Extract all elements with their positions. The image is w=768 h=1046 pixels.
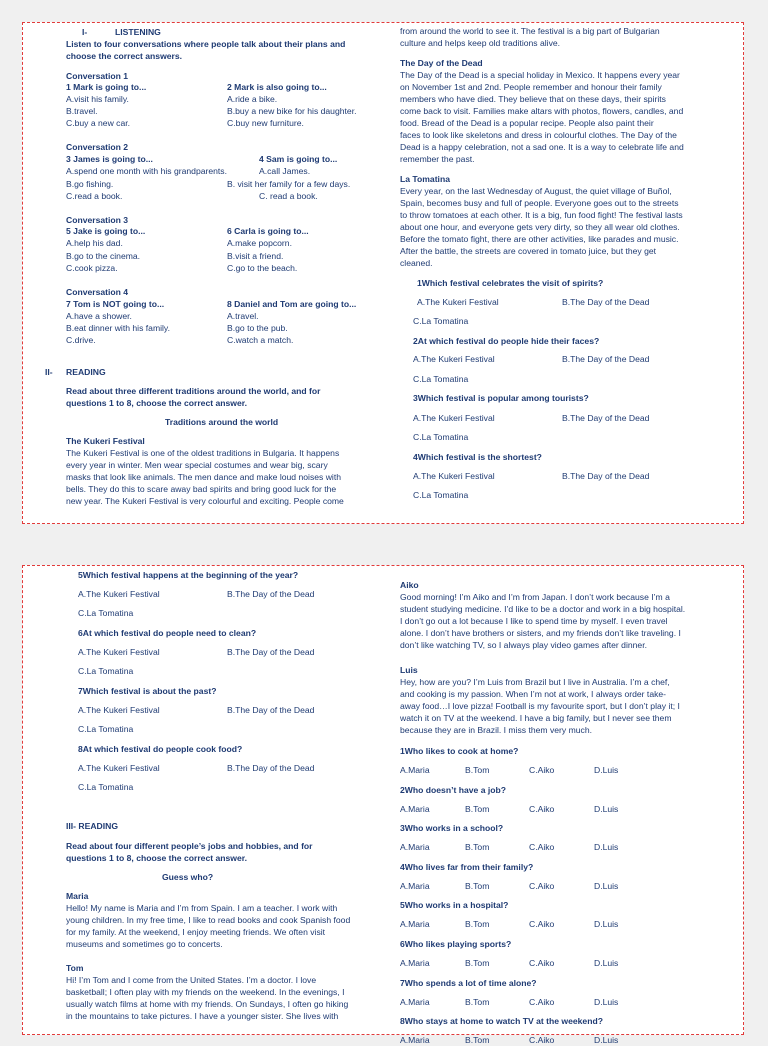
text-title: Traditions around the world: [165, 417, 279, 427]
paragraph-line: After the battle, the streets are covered in tomato juice, but they get: [400, 246, 657, 256]
paragraph-title: The Day of the Dead: [400, 58, 483, 68]
answer-option[interactable]: C.La Tomatina: [413, 490, 469, 500]
paragraph-line: basketball; I often play with my friends on the weekend. In the evenings, I: [66, 987, 345, 997]
answer-option[interactable]: A.The Kukeri Festival: [417, 297, 499, 307]
paragraph-line: Good morning! I’m Aiko and I’m from Japan. I don’t work because I’m a: [400, 592, 670, 602]
answer-option[interactable]: D.Luis: [594, 803, 619, 814]
answer-option[interactable]: A.make popcorn.: [227, 238, 292, 248]
instructions: Read about four different people’s jobs and hobbies, and for: [66, 841, 313, 851]
answer-option[interactable]: C.La Tomatina: [413, 374, 469, 384]
answer-option[interactable]: C.buy a new car.: [66, 118, 131, 128]
question: 4Which festival is the shortest?: [413, 452, 542, 462]
paragraph-line: away food…I love pizza! Football is my favourite sport, but I don’t play it; I: [400, 701, 680, 711]
paragraph-title: The Kukeri Festival: [66, 436, 145, 446]
answer-option[interactable]: C.read a book.: [66, 191, 123, 201]
paragraph-line: Hi! I’m Tom and I come from the United States. I’m a doctor. I love: [66, 975, 317, 985]
paragraph-line: Before the tomato fight, there are other activities, like parades and music.: [400, 234, 679, 244]
answer-option[interactable]: C.La Tomatina: [78, 782, 134, 792]
answer-option[interactable]: B.travel.: [66, 106, 98, 116]
answer-option[interactable]: B.The Day of the Dead: [227, 705, 315, 715]
section-number: I-: [82, 27, 88, 37]
answer-option[interactable]: A.help his dad.: [66, 238, 123, 248]
question: 1Who likes to cook at home?: [400, 746, 519, 756]
answer-option[interactable]: A.The Kukeri Festival: [413, 354, 495, 364]
paragraph-line: come back to visit. Families make altars with photos, flowers, candles, and: [400, 106, 684, 116]
answer-option[interactable]: B.The Day of the Dead: [227, 589, 315, 599]
answer-option[interactable]: A.Maria: [400, 765, 430, 775]
answer-option[interactable]: D.Luis: [594, 880, 619, 891]
answer-option[interactable]: A.spend one month with his grandparents.: [66, 166, 227, 176]
answer-option[interactable]: B.Tom: [465, 842, 490, 853]
answer-option[interactable]: C.watch a match.: [227, 335, 294, 345]
paragraph-line: Spain, becomes busy and full of people. Everyone goes out to the streets: [400, 198, 679, 208]
paragraph-line: usually watch films at home with my friends. On Sundays, I often go hiking: [66, 999, 349, 1009]
instructions: questions 1 to 8, choose the correct answer.: [66, 853, 248, 863]
answer-option[interactable]: B.visit a friend.: [227, 251, 284, 261]
paragraph-line: on November 1st and 2nd. People remember and honour their family: [400, 82, 662, 92]
paragraph-line: Hello! My name is Maria and I’m from Spain. I am a teacher. I work with: [66, 903, 338, 913]
answer-option[interactable]: C.cook pizza.: [66, 263, 118, 273]
paragraph-line: Every year, on the last Wednesday of August, the quiet village of Buñol,: [400, 186, 672, 196]
conversation-title: Conversation 3: [66, 215, 129, 225]
answer-option[interactable]: C.Aiko: [529, 880, 555, 891]
answer-option[interactable]: B.Tom: [465, 803, 490, 814]
answer-option[interactable]: C.La Tomatina: [413, 316, 469, 326]
answer-option[interactable]: C.go to the beach.: [227, 263, 298, 273]
answer-option[interactable]: B.The Day of the Dead: [562, 413, 650, 423]
paragraph-line: Dead is a happy celebration, not a sad one. It is a way to celebrate life and: [400, 142, 684, 152]
question: 8Who stays at home to watch TV at the weekend?: [400, 1016, 603, 1027]
answer-option[interactable]: B.The Day of the Dead: [562, 297, 650, 307]
paragraph-line: culture and helps keep old traditions alive.: [400, 38, 561, 48]
person-name: Luis: [400, 665, 418, 675]
paragraph-line: to throw tomatoes at each other. It is a big, fun food fight! The festival lasts: [400, 210, 683, 220]
answer-option[interactable]: A.have a shower.: [66, 311, 132, 321]
worksheet-page-1: [22, 22, 744, 524]
answer-option[interactable]: B. visit her family for a few days.: [227, 179, 351, 189]
answer-option[interactable]: B.Tom: [465, 765, 490, 775]
paragraph-line: cleaned.: [400, 258, 433, 268]
conversation-title: Conversation 4: [66, 287, 129, 297]
answer-option[interactable]: A.visit his family.: [66, 94, 129, 104]
paragraph-line: faces to look like skeletons and dress in colourful clothes. The Day of the: [400, 130, 677, 140]
question: 3Which festival is popular among tourists?: [413, 393, 589, 403]
answer-option[interactable]: A.Maria: [400, 803, 430, 814]
answer-option[interactable]: C.Aiko: [529, 919, 555, 930]
person-name: Tom: [66, 963, 84, 973]
answer-option[interactable]: B.go to the pub.: [227, 323, 288, 333]
answer-option[interactable]: A.Maria: [400, 996, 430, 1007]
question: 8 Daniel and Tom are going to...: [227, 299, 357, 309]
answer-option[interactable]: C.Aiko: [529, 803, 555, 814]
answer-option[interactable]: B.The Day of the Dead: [227, 647, 315, 657]
answer-option[interactable]: A.Maria: [400, 958, 430, 968]
question: 4 Sam is going to...: [259, 154, 338, 164]
conversation-title: Conversation 1: [66, 71, 129, 81]
paragraph-line: museums and sometimes go to concerts.: [66, 939, 223, 949]
answer-option[interactable]: A.The Kukeri Festival: [78, 763, 160, 773]
paragraph-line: every year in winter. Men wear special costumes and wear big, scary: [66, 460, 328, 470]
answer-option[interactable]: C.Aiko: [529, 842, 555, 853]
answer-option[interactable]: B.Tom: [465, 919, 490, 930]
conversation-title: Conversation 2: [66, 142, 129, 152]
question: 8At which festival do people cook food?: [78, 744, 243, 754]
answer-option[interactable]: D.Luis: [594, 842, 619, 853]
instructions: choose the correct answers.: [66, 51, 183, 61]
answer-option[interactable]: A.ride a bike.: [227, 94, 278, 104]
question: 1Which festival celebrates the visit of spirits?: [417, 278, 604, 288]
answer-option[interactable]: C.La Tomatina: [78, 724, 134, 734]
instructions: Listen to four conversations where people talk about their plans and: [66, 39, 346, 49]
question: 4Who lives far from their family?: [400, 861, 534, 872]
answer-option[interactable]: A.The Kukeri Festival: [413, 471, 495, 481]
answer-option[interactable]: C.La Tomatina: [413, 432, 469, 442]
paragraph-line: for my family. At the weekend, I enjoy meeting friends. We often visit: [66, 927, 326, 937]
question: 1 Mark is going to...: [66, 82, 147, 92]
answer-option[interactable]: C.drive.: [66, 335, 96, 345]
answer-option[interactable]: A.The Kukeri Festival: [413, 413, 495, 423]
paragraph-line: and cooking is my passion. When I’m not at work, I always order take-: [400, 689, 667, 699]
paragraph-line: because they are in Brazil. I miss them very much.: [400, 725, 592, 735]
question: 5Who works in a hospital?: [400, 900, 509, 911]
answer-option[interactable]: B.The Day of the Dead: [562, 471, 650, 481]
paragraph-line: bells. They do this to scare away bad spirits and bring good luck for the: [66, 484, 337, 494]
answer-option[interactable]: B.buy a new bike for his daughter.: [227, 106, 357, 116]
answer-option[interactable]: C.Aiko: [529, 996, 555, 1007]
answer-option[interactable]: D.Luis: [594, 765, 619, 775]
answer-option[interactable]: B.go to the cinema.: [66, 251, 141, 261]
paragraph-line: don’t like watching TV, so I always play video games after dinner.: [400, 640, 647, 650]
question: 6 Carla is going to...: [227, 226, 309, 236]
answer-option[interactable]: A.The Kukeri Festival: [78, 705, 160, 715]
section-title: READING: [66, 367, 106, 377]
question: 7 Tom is NOT going to...: [66, 299, 165, 309]
paragraph-line: remember the past.: [400, 154, 475, 164]
question: 6Who likes playing sports?: [400, 939, 512, 949]
paragraph-line: from around the world to see it. The festival is a big part of Bulgarian: [400, 26, 660, 36]
paragraph-line: alone. I don’t have brothers or sisters, and my friends don’t like traveling. I: [400, 628, 681, 638]
answer-option[interactable]: B.Tom: [465, 958, 490, 968]
answer-option[interactable]: C.Aiko: [529, 958, 555, 968]
question: 7Who spends a lot of time alone?: [400, 977, 537, 988]
paragraph-line: The Kukeri Festival is one of the oldest traditions in Bulgaria. It happens: [66, 448, 340, 458]
question: 2At which festival do people hide their faces?: [413, 336, 600, 346]
section-number: II-: [45, 367, 53, 377]
answer-option[interactable]: A.Maria: [400, 842, 430, 853]
paragraph-line: student studying medicine. I’d like to be a doctor and work in a big hospital.: [400, 604, 686, 614]
answer-option[interactable]: B.Tom: [465, 880, 490, 891]
paragraph-line: about one hour, and everyone gets very dirty, so they all wear old clothes.: [400, 222, 680, 232]
question: 6At which festival do people need to clean?: [78, 628, 257, 638]
paragraph-line: members who have died. They believe that on these days, their spirits: [400, 94, 666, 104]
answer-option[interactable]: C.La Tomatina: [78, 666, 134, 676]
person-name: Aiko: [400, 580, 419, 590]
answer-option[interactable]: B.eat dinner with his family.: [66, 323, 170, 333]
question: 3 James is going to...: [66, 154, 153, 164]
answer-option[interactable]: A.The Kukeri Festival: [78, 647, 160, 657]
paragraph-line: young children. In my free time, I like to read books and cook Spanish food: [66, 915, 351, 925]
section-title: LISTENING: [115, 27, 161, 37]
worksheet-page-2: [22, 565, 744, 1046]
question: 2Who doesn’t have a job?: [400, 784, 506, 795]
question: 7Which festival is about the past?: [78, 686, 217, 696]
paragraph-line: new year. The Kukeri Festival is very colourful and exciting. People come: [66, 496, 344, 506]
section-title: III- READING: [66, 821, 119, 831]
paragraph-line: I don’t go out a lot because I like to spend time by myself. I even travel: [400, 616, 668, 626]
answer-option[interactable]: B.The Day of the Dead: [562, 354, 650, 364]
answer-option[interactable]: B.go fishing.: [66, 179, 114, 189]
question: 5Which festival happens at the beginning of the year?: [78, 570, 299, 580]
instructions: questions 1 to 8, choose the correct answer.: [66, 398, 248, 408]
question: 3Who works in a school?: [400, 823, 504, 834]
answer-option[interactable]: B.The Day of the Dead: [227, 763, 315, 773]
paragraph-line: food. Bread of the Dead is a popular recipe. People also paint their: [400, 118, 654, 128]
answer-option[interactable]: A.Maria: [400, 880, 430, 891]
instructions: Read about three different traditions around the world, and for: [66, 386, 321, 396]
paragraph-line: The Day of the Dead is a special holiday in Mexico. It happens every year: [400, 70, 680, 80]
answer-option[interactable]: A.Maria: [400, 1035, 430, 1046]
answer-option[interactable]: C. read a book.: [259, 191, 318, 201]
paragraph-line: Hey, how are you? I’m Luis from Brazil but I live in Australia. I’m a chef,: [400, 677, 670, 687]
answer-option[interactable]: D.Luis: [594, 996, 619, 1007]
question: 2 Mark is also going to...: [227, 82, 327, 92]
answer-option[interactable]: B.Tom: [465, 1035, 490, 1046]
paragraph-line: masks that look like animals. The men dance and make loud noises with: [66, 472, 341, 482]
person-name: Maria: [66, 891, 89, 901]
text-title: Guess who?: [162, 872, 214, 882]
answer-option[interactable]: D.Luis: [594, 919, 619, 930]
answer-option[interactable]: A.Maria: [400, 919, 430, 930]
answer-option[interactable]: A.travel.: [227, 311, 259, 321]
paragraph-line: in the mountains to take pictures. I have a younger sister. She lives with: [66, 1011, 339, 1021]
question: 5 Jake is going to...: [66, 226, 146, 236]
answer-option[interactable]: B.Tom: [465, 996, 490, 1007]
answer-option[interactable]: C.Aiko: [529, 1035, 555, 1046]
answer-option[interactable]: D.Luis: [594, 1035, 619, 1046]
paragraph-title: La Tomatina: [400, 174, 450, 184]
paragraph-line: watch it on TV at the weekend. I have a big family, but I never see them: [400, 713, 672, 723]
answer-option[interactable]: A.The Kukeri Festival: [78, 589, 160, 599]
answer-option[interactable]: D.Luis: [594, 958, 619, 968]
answer-option[interactable]: C.Aiko: [529, 765, 555, 775]
answer-option[interactable]: A.call James.: [259, 166, 311, 176]
answer-option[interactable]: C.buy new furniture.: [227, 118, 304, 128]
answer-option[interactable]: C.La Tomatina: [78, 608, 134, 618]
